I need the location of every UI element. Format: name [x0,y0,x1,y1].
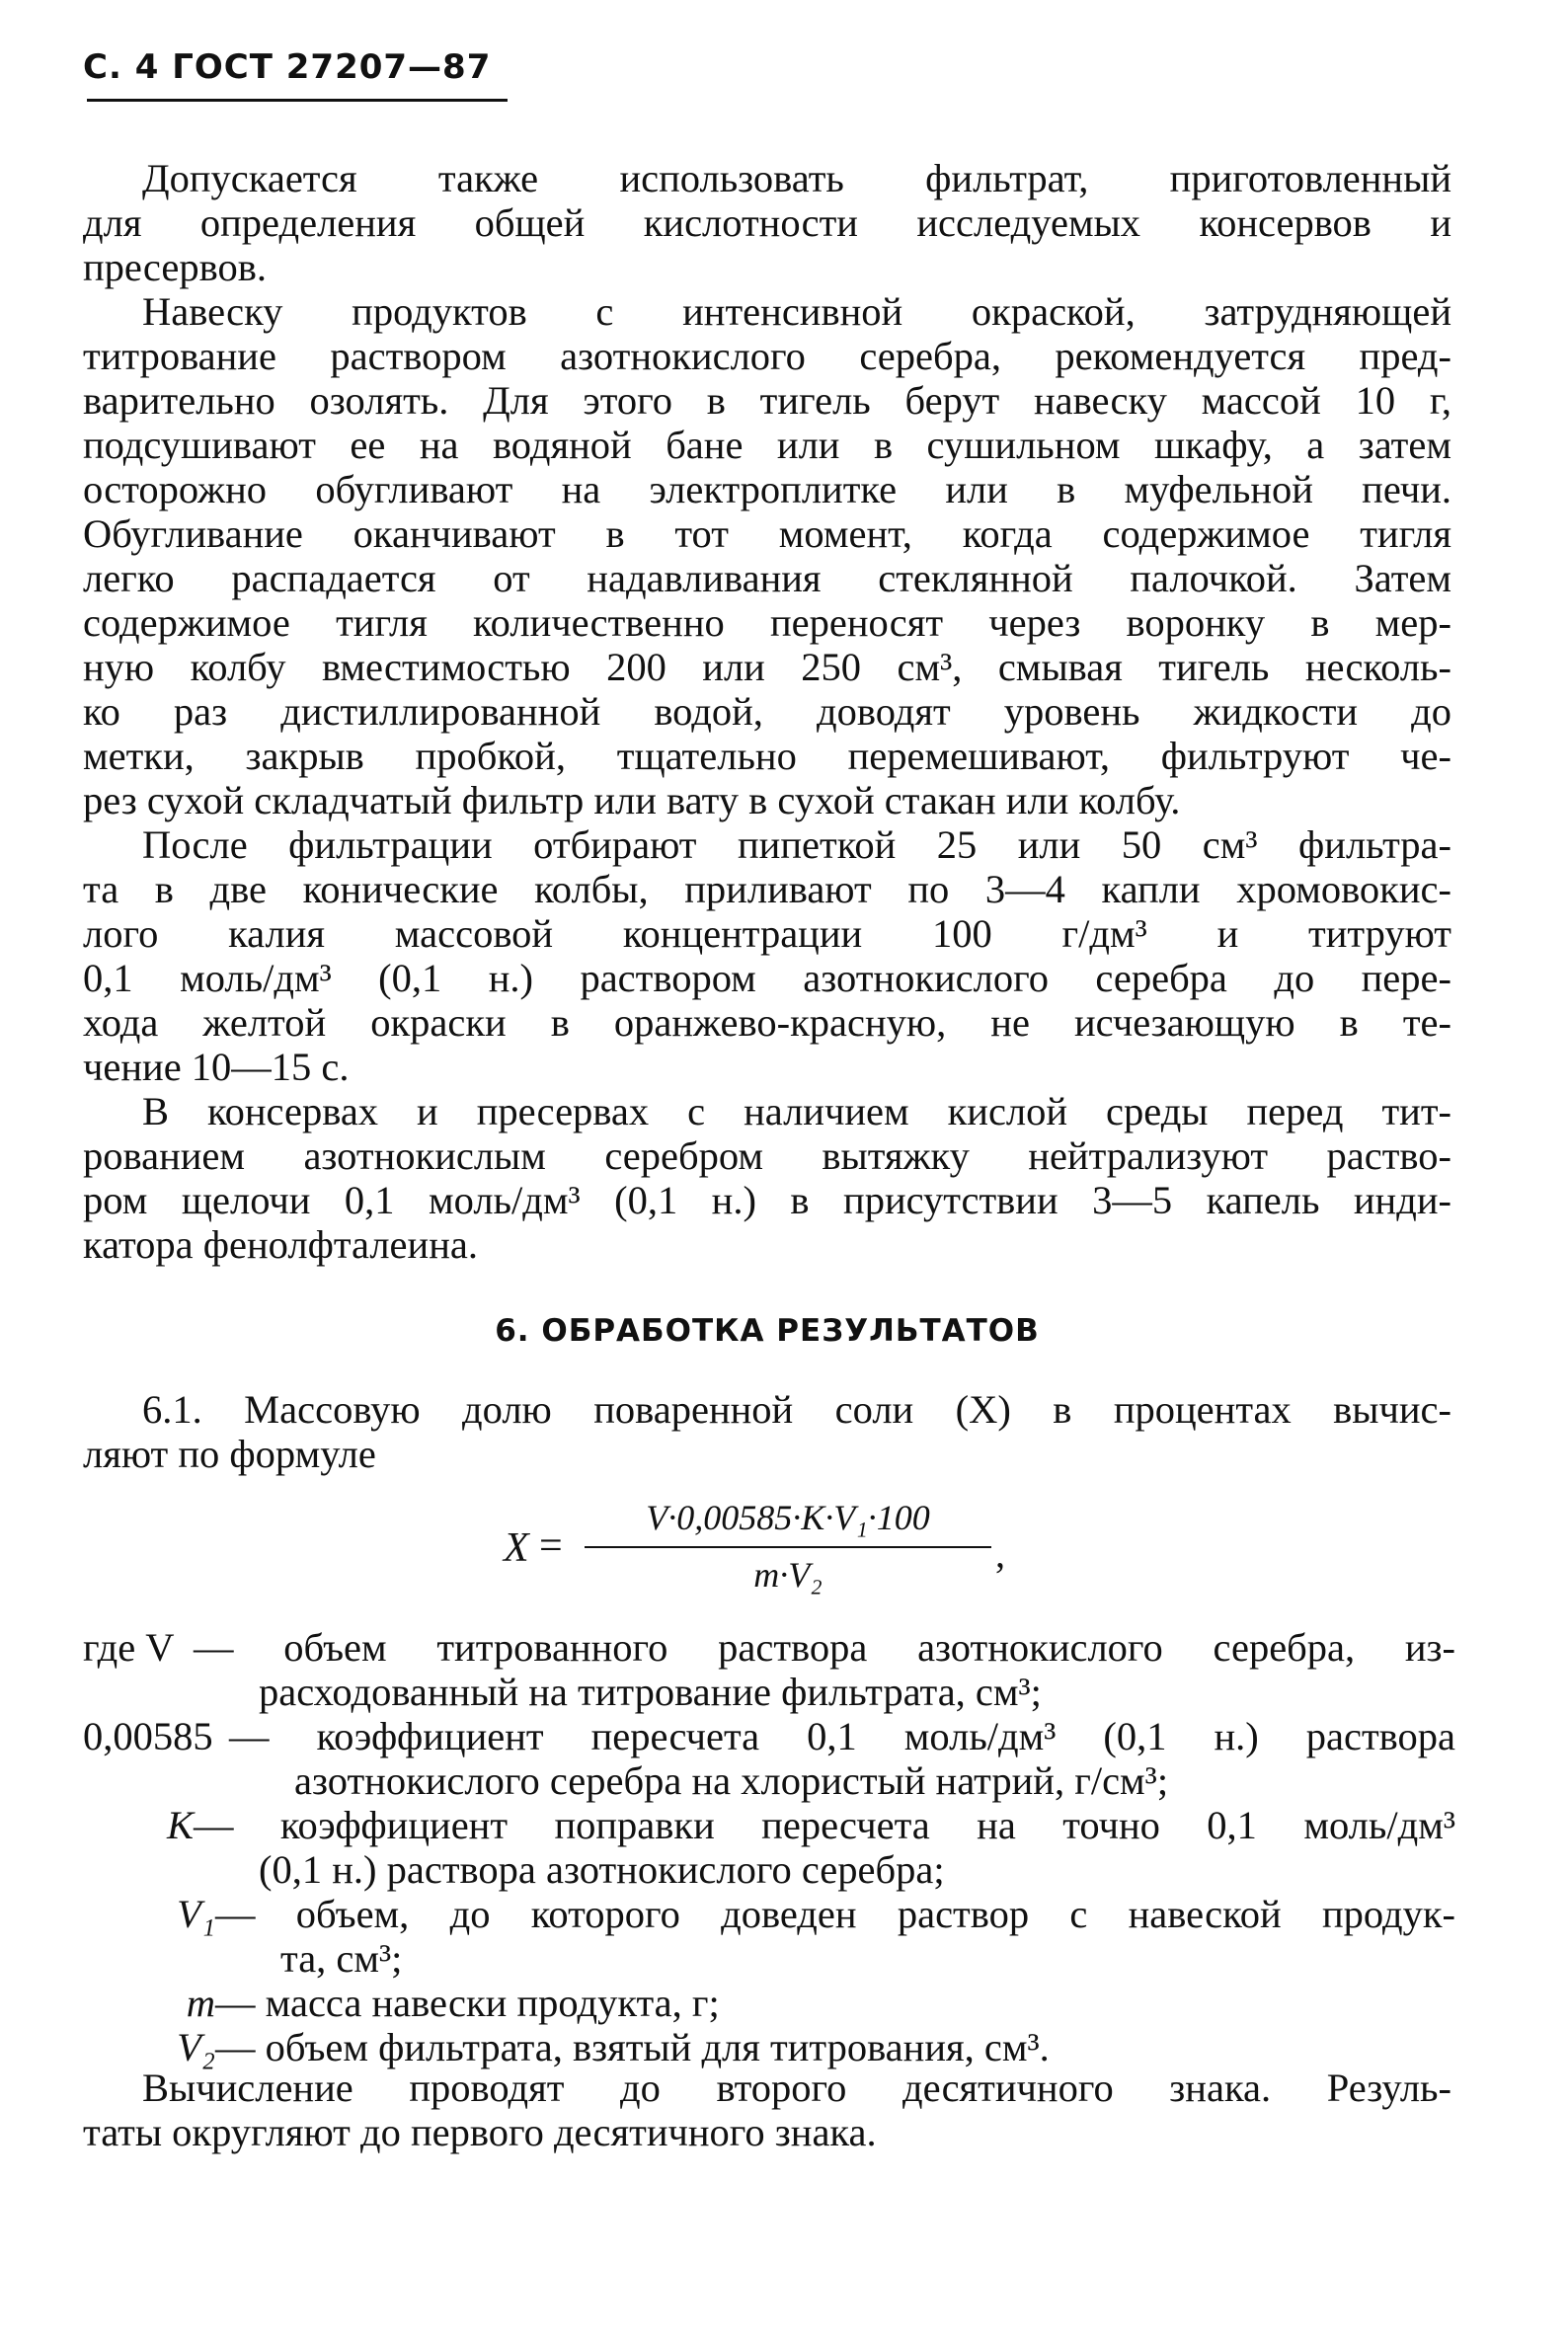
text-line: содержимое тигля количественно переносят через воронку в мер- [83,600,1451,645]
text-line: подсушивают ее на водяной бане или в сушильном шкафу, а затем [83,423,1451,467]
text-line: рез сухой складчатый фильтр или вату в сухой стакан или колбу. [83,778,1181,822]
definition-item [83,1714,1455,1803]
definition-text [194,1803,1455,1892]
formula-comma: , [995,1531,1005,1576]
definition-symbol: V₂ [177,2025,215,2069]
text-line: — объем, до которого доведен раствор с навеской продук- [215,1892,1455,1936]
variable-definitions [83,1625,1455,2069]
body-text-bottom [83,2066,1451,2154]
formula-lhs: X [504,1525,529,1571]
paragraph-5 [83,1387,1451,1476]
formula-denominator: m·V₂ [753,1555,823,1595]
body-text-top [83,156,1451,1267]
text-line: титрование раствором азотнокислого серебра, рекомендуется пред- [83,334,1451,378]
paragraph-3 [83,822,1451,1089]
definition-symbol: 0,00585 [83,1714,213,1758]
text-line: азотнокислого серебра на хлористый натрий, г/см³; [294,1758,1169,1803]
definition-text [215,2025,1455,2069]
paragraph-4 [83,1089,1451,1267]
text-line: ко раз дистиллированной водой, доводят уровень жидкости до [83,689,1451,734]
section-heading: 6. ОБРАБОТКА РЕЗУЛЬТАТОВ [495,1313,1040,1349]
text-line: та в две конические колбы, приливают по 3—4 капли хромовокис- [83,867,1451,911]
text-line: Обугливание оканчивают в тот момент, когда содержимое тигля [83,511,1451,556]
text-line: рованием азотнокислым серебром вытяжку нейтрализуют раство- [83,1133,1451,1178]
definition-symbol: K [166,1803,194,1847]
definition-item [83,1981,1455,2025]
text-line: ную колбу вместимостью 200 или 250 см³, смывая тигель несколь- [83,645,1451,689]
text-line: Навеску продуктов с интенсивной окраской, затрудняющей [142,289,1451,334]
paragraph-2 [83,289,1451,822]
text-line: варительно озолять. Для этого в тигель берут навеску массой 10 г, [83,378,1451,423]
paragraph-6 [83,2066,1451,2154]
text-line: лого калия массовой концентрации 100 г/дм³ и титруют [83,911,1451,956]
definition-symbol: где V [83,1625,175,1670]
text-line: осторожно обугливают на электроплитке или в муфельной печи. [83,467,1451,511]
text-line: 6.1. Массовую долю поваренной соли (X) в процентах вычис- [142,1387,1451,1432]
text-line: легко распадается от надавливания стеклянной палочкой. Затем [83,556,1451,600]
text-line: В консервах и пресервах с наличием кислой среды перед тит- [142,1089,1451,1133]
definition-symbol: m [186,1981,215,2025]
text-line: расходованный на титрование фильтрата, см³; [259,1670,1042,1714]
definition-item [83,1892,1455,1981]
text-line: для определения общей кислотности исследуемых консервов и [83,200,1451,245]
definition-item [83,1625,1455,1714]
text-line: После фильтрации отбирают пипеткой 25 или 50 см³ фильтра- [142,822,1451,867]
text-line: катора фенолфталеина. [83,1222,478,1267]
definition-symbol: V₁ [177,1892,215,1936]
text-line: — масса навески продукта, г; [215,1981,720,2025]
text-line: таты округляют до первого десятичного знака. [83,2110,877,2154]
text-line: Допускается также использовать фильтрат, приготовленный [142,156,1451,200]
text-line: 0,1 моль/дм³ (0,1 н.) раствором азотнокислого серебра до пере- [83,956,1451,1000]
formula-equals: = [539,1523,563,1569]
text-line: пресервов. [83,245,267,289]
header-rule [87,99,508,102]
text-line: хода желтой окраски в оранжево-красную, не исчезающую в те- [83,1000,1451,1045]
text-line: — коэффициент поправки пересчета на точно 0,1 моль/дм³ [194,1803,1455,1847]
text-line: ляют по формуле [83,1432,376,1476]
definition-item [83,2025,1455,2069]
formula [504,1497,1017,1605]
text-line: чение 10—15 с. [83,1045,350,1089]
text-line: метки, закрыв пробкой, тщательно перемешивают, фильтруют че- [83,734,1451,778]
text-line: — коэффициент пересчета 0,1 моль/дм³ (0,1 н.) раствора [229,1714,1455,1758]
formula-numerator: V·0,00585·K·V₁·100 [646,1498,930,1537]
definition-text [194,1625,1455,1714]
body-text-section [83,1387,1451,1476]
text-line: та, см³; [280,1936,403,1981]
text-line: ром щелочи 0,1 моль/дм³ (0,1 н.) в присутствии 3—5 капель инди- [83,1178,1451,1222]
text-line: Вычисление проводят до второго десятичного знака. Резуль- [142,2066,1451,2110]
text-line: — объем титрованного раствора азотнокислого серебра, из- [194,1625,1455,1670]
definition-text [229,1714,1455,1803]
fraction-bar [585,1546,991,1548]
paragraph-1 [83,156,1451,289]
text-line: — объем фильтрата, взятый для титрования, см³. [215,2025,1050,2069]
page-header: С. 4 ГОСТ 27207—87 [83,47,492,87]
definition-item [83,1803,1455,1892]
text-line: (0,1 н.) раствора азотнокислого серебра; [259,1847,945,1892]
definition-text [215,1892,1455,1981]
definition-text [215,1981,1455,2025]
